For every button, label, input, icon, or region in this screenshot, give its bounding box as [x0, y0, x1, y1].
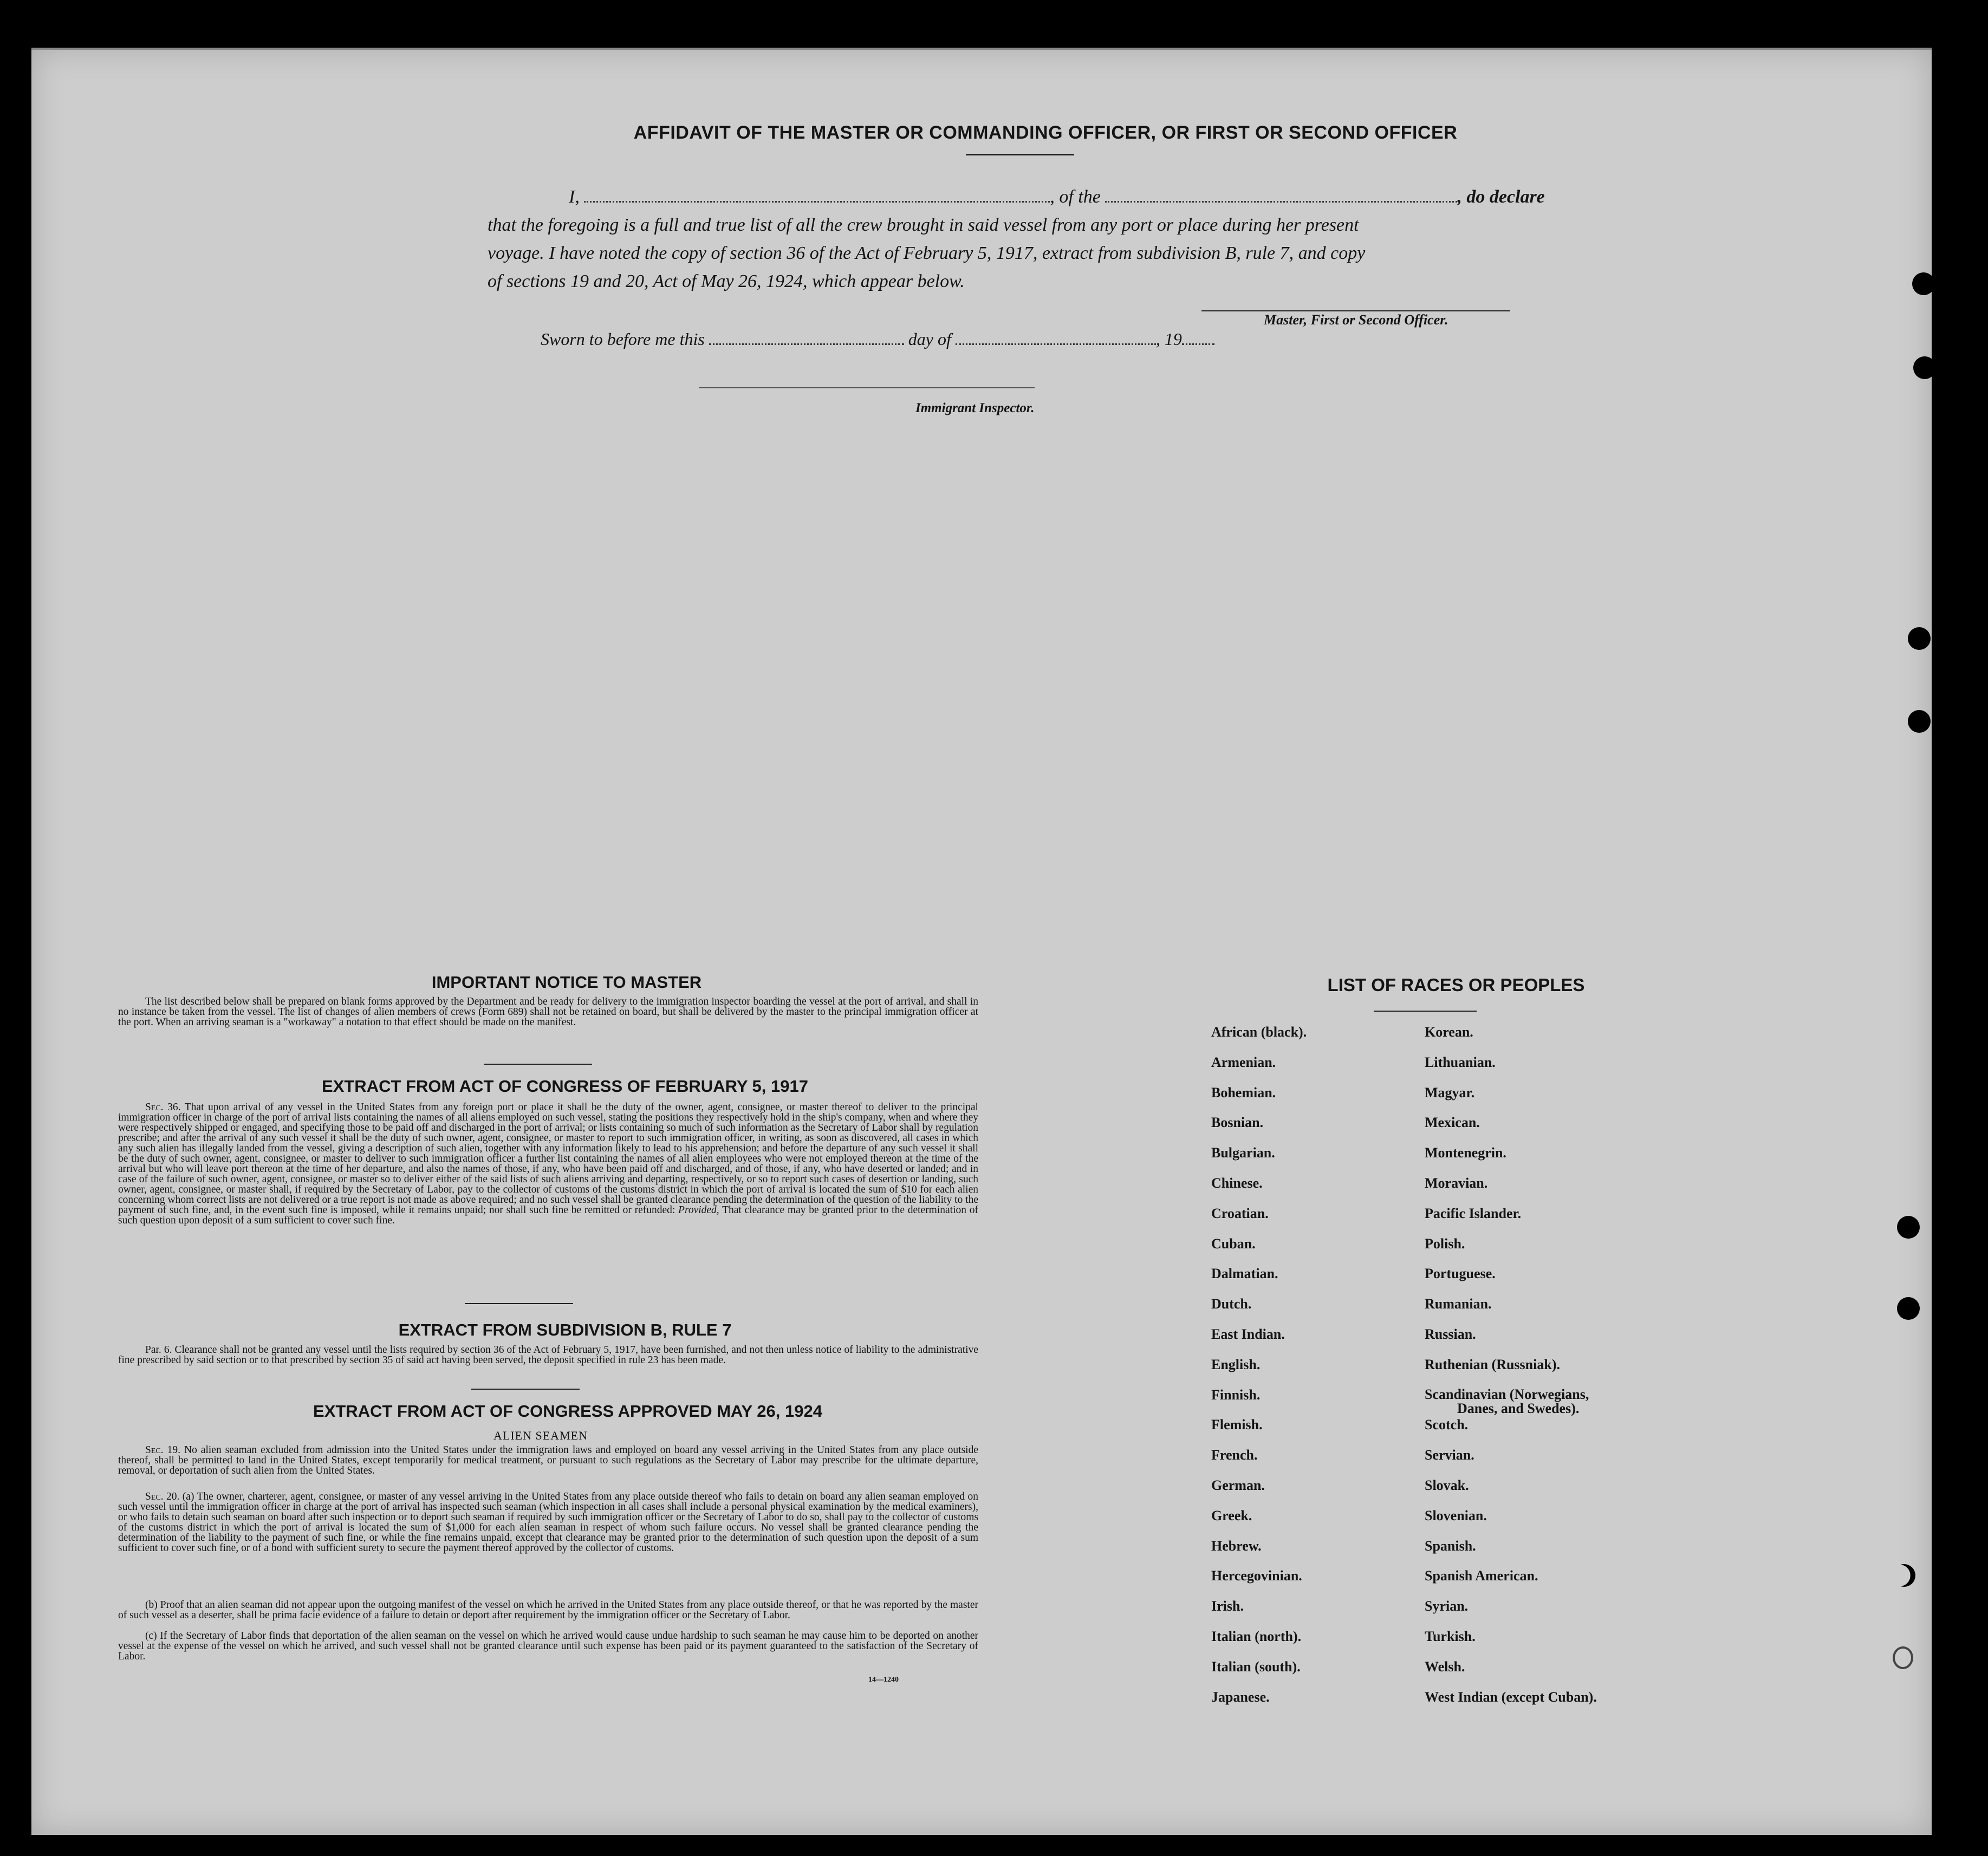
sec-19-label: Sec. 19. — [145, 1444, 180, 1456]
race-item: Mexican. — [1425, 1115, 1480, 1131]
race-item: Slovenian. — [1425, 1507, 1487, 1523]
sec-20b-paragraph: (b) Proof that an alien seaman did not appear upon the outgoing manifest of the vessel on which he arrived in the United States from any place outside thereof, or that he was reported by the master of such vessel as a deserter, shall be prima facie evidence of a failure to detain or deport after requirement by the immigration officer or the Secretary of Labor. — [118, 1599, 978, 1621]
race-item: Chinese. — [1211, 1175, 1263, 1191]
race-item: Flemish. — [1211, 1417, 1263, 1433]
inspector-caption: Immigrant Inspector. — [915, 401, 1035, 415]
race-item: Scotch. — [1425, 1417, 1469, 1433]
race-item: Servian. — [1425, 1447, 1474, 1463]
sec-19-text: No alien seaman excluded from admission into the United States under the immigration laws and employed on board any vessel arriving in the United States from any place outside thereof, shall be permitted to land in the United States, except temporarily for medical treatment, or pursuant to such regulations as the Secretary of Labor may prescribe for the ultimate departure, removal, or deportation of such alien from the United States. — [118, 1444, 979, 1476]
race-item: Polish. — [1425, 1235, 1465, 1252]
race-item: Italian (south). — [1211, 1658, 1301, 1675]
signature-caption: Master, First or Second Officer. — [1264, 312, 1448, 328]
race-item: Bosnian. — [1211, 1115, 1264, 1131]
signature-line[interactable] — [1201, 310, 1510, 311]
affidavit-line-3: voyage. I have noted the copy of section 36 of the Act of February 5, 1917, extract from subdivision B, rule 7, and copy — [488, 243, 1366, 263]
notice-title: IMPORTANT NOTICE TO MASTER — [431, 973, 702, 992]
sec-36-label: Sec. 36. — [145, 1102, 181, 1113]
extract-1917-divider — [465, 1303, 573, 1304]
race-item: Bulgarian. — [1211, 1145, 1275, 1161]
sworn-month-field[interactable] — [956, 329, 1156, 345]
races-left-column — [1211, 1025, 1307, 1720]
binder-hole — [1908, 627, 1931, 650]
sec-20c-paragraph: (c) If the Secretary of Labor finds that deportation of the alien seaman on the vessel on which he arrived would cause undue hardship to such seaman he may cause him to be deported on another vessel at the expense of the vessel on which he arrived, and such vessel shall not be granted clearance until such expense has been paid or its payment guaranteed to the satisfaction of the Secretary of Labor. — [118, 1630, 978, 1662]
subdivision-b-body: Par. 6. Clearance shall not be granted any vessel until the lists required by section 36 of the Act of February 5, 1917, have been furnished, and not then unless notice of liability to the administrative fine prescribed by said section or to that prescribed by section 35 of said act having been served, the deposit specified in rule 23 has been made. — [118, 1344, 978, 1366]
page-top-edge — [31, 48, 1932, 50]
sec-20a-text: (a) The owner, charterer, agent, consignee, or master of any vessel arriving in the United States from any place outside thereof who fails to detain on board any alien seaman employed on such vessel until the immigration officer in charge at the port of arrival has inspected such seaman (which inspection in all cases shall include a personal physical examination by the medical examiners), or who fails to detain such seaman on board after such inspection or to deport such seaman if required by such immigration officer or the Secretary of Labor to do so, shall pay to the collector of customs of the customs district in which the port of arrival is located the sum of $1,000 for each alien seaman in respect of whom such failure occurs. No vessel shall be granted clearance pending the determination of the liability to the payment of such fine, or while the fine remains unpaid, except that clearance may be granted prior to the determination of such question upon the deposit of a sum sufficient to cover such fine, or of a bond with sufficient surety to secure the payment thereof approved by the collector of customs. — [118, 1491, 978, 1554]
race-item: Spanish American. — [1425, 1568, 1538, 1584]
sworn-year-field[interactable] — [1182, 329, 1214, 345]
i-label: I, — [569, 187, 580, 207]
race-item: Croatian. — [1211, 1205, 1269, 1221]
race-item: Finnish. — [1211, 1386, 1261, 1403]
race-item: Montenegrin. — [1425, 1145, 1506, 1161]
race-item: Turkish. — [1425, 1628, 1476, 1644]
race-item: African (black). — [1211, 1024, 1307, 1040]
races-divider — [1374, 1011, 1477, 1012]
sworn-line — [541, 329, 1214, 349]
race-item: English. — [1211, 1356, 1261, 1372]
sec-20-label: Sec. 20. — [145, 1491, 180, 1502]
year-prefix: , 19 — [1155, 329, 1182, 349]
form-page — [31, 48, 1932, 1835]
affidavit-first-line — [488, 183, 1549, 211]
race-item: Korean. — [1425, 1024, 1473, 1040]
race-item: West Indian (except Cuban). — [1425, 1689, 1597, 1705]
race-item: Dalmatian. — [1211, 1266, 1278, 1282]
race-item: German. — [1211, 1477, 1265, 1493]
binder-hole — [1893, 1564, 1915, 1587]
sworn-day-field[interactable] — [709, 329, 904, 345]
form-number: 14—1240 — [868, 1676, 899, 1684]
binder-hole — [1913, 356, 1936, 379]
race-item: Welsh. — [1425, 1658, 1465, 1675]
race-item: Hebrew. — [1211, 1538, 1262, 1554]
race-item: Syrian. — [1425, 1598, 1469, 1614]
extract-1917-title: EXTRACT FROM ACT OF CONGRESS OF FEBRUARY 5, 1917 — [322, 1077, 808, 1096]
do-declare-label: , do declare — [1457, 187, 1545, 207]
race-item: Irish. — [1211, 1598, 1244, 1614]
extract-1917-body — [118, 1102, 978, 1226]
master-name-field[interactable] — [584, 185, 1050, 203]
sec-36-text: That upon arrival of any vessel in the United States from any foreign port or place it shall be the duty of the owner, agent, consignee, or master thereof to deliver to the principal immigration officer in charge of the port of arrival lists containing the names of all aliens employed on such vessel, stating the positions they respectively hold in the ship's company, when and where they were respectively shipped or engaged, and specifying those to be paid off and discharged in the port of arrival; or lists containing so much of such information as the Secretary of Labor shall by regulation prescribe; and after the arrival of any such vessel it shall be the duty of such owner, agent, consignee, or master to report to such immigration officer, in writing, as soon as discovered, all cases in which any such alien has illegally landed from the vessel, giving a description of such alien, together with any information likely to lead to his apprehension; and before the departure of any such vessel it shall be the duty of such owner, agent, consignee, or master to deliver to such immigration officer a further list containing the names of all alien employees who were not employed thereon at the time of the arrival but who will leave port thereon at the time of her departure, and also the names of those, if any, who have been paid off and discharged, and of those, if any, who have deserted or landed; and in case of the failure of such owner, agent, consignee, or master so to deliver either of the said lists of such aliens arriving and departing, respectively, or so to report such cases of desertion or landing, such owner, agent, consignee, or master shall, if required by the Secretary of Labor, pay to the collector of customs of the customs district in which the port of arrival is located the sum of $10 for each alien concerning whom correct lists are not delivered or a true report is not made as above required; and no such vessel shall be granted clearance pending the determination of the question of the liability to the payment of such fine, and, in the event such fine is imposed, while it remains unpaid; nor shall such fine be remitted or refunded: — [118, 1102, 978, 1216]
affidavit-line-2: that the foregoing is a full and true list of all the crew brought in said vessel from any port or place during her present — [488, 215, 1359, 235]
extract-1924-title: EXTRACT FROM ACT OF CONGRESS APPROVED MAY 26, 1924 — [313, 1402, 822, 1421]
race-item: Pacific Islander. — [1425, 1205, 1522, 1221]
race-item: Rumanian. — [1425, 1296, 1492, 1312]
race-item: Bohemian. — [1211, 1084, 1276, 1100]
affidavit-line-4: of sections 19 and 20, Act of May 26, 1924, which appear below. — [488, 271, 965, 291]
race-item-continuation: Danes, and Swedes). — [1457, 1400, 1580, 1416]
race-item: Magyar. — [1425, 1084, 1475, 1100]
sec-19-paragraph — [118, 1445, 978, 1476]
affidavit-title: AFFIDAVIT OF THE MASTER OR COMMANDING OFFICER, OR FIRST OR SECOND OFFICER — [633, 122, 1458, 143]
binder-hole — [1908, 710, 1931, 733]
race-item: Lithuanian. — [1425, 1054, 1496, 1070]
binder-hole — [1897, 1297, 1920, 1320]
race-item: Dutch. — [1211, 1296, 1252, 1312]
provided-text: That clearance may be granted prior to the determination of such question upon deposit of a sum sufficient to cover such fine. — [118, 1204, 978, 1226]
affidavit-body — [488, 183, 1549, 296]
race-item: French. — [1211, 1447, 1258, 1463]
race-item: Japanese. — [1211, 1689, 1270, 1705]
binder-hole — [1912, 272, 1935, 295]
race-item: Russian. — [1425, 1326, 1476, 1342]
day-of-label: day of — [908, 329, 951, 349]
race-item-scandinavian — [1425, 1388, 1597, 1418]
races-right-column — [1425, 1025, 1597, 1720]
provided-label: Provided, — [678, 1204, 719, 1216]
vessel-name-field[interactable] — [1105, 185, 1457, 203]
subdivision-b-divider — [471, 1389, 580, 1390]
race-item: Ruthenian (Russniak). — [1425, 1356, 1560, 1372]
race-item: Spanish. — [1425, 1538, 1476, 1554]
race-item: Moravian. — [1425, 1175, 1488, 1191]
race-item: Cuban. — [1211, 1235, 1256, 1252]
race-item: Greek. — [1211, 1507, 1252, 1523]
race-item: Scandinavian (Norwegians, — [1425, 1386, 1589, 1402]
race-item: Hercegovinian. — [1211, 1568, 1302, 1584]
race-item: Italian (north). — [1211, 1628, 1302, 1644]
title-divider — [966, 154, 1074, 155]
binder-hole — [1897, 1216, 1920, 1239]
race-item: East Indian. — [1211, 1326, 1285, 1342]
sworn-label: Sworn to before me this — [541, 329, 705, 349]
races-title: LIST OF RACES OR PEOPLES — [1327, 975, 1585, 995]
race-item: Armenian. — [1211, 1054, 1276, 1070]
alien-seamen-subtitle: ALIEN SEAMEN — [493, 1429, 588, 1442]
notice-divider — [484, 1064, 592, 1065]
notice-body: The list described below shall be prepared on blank forms approved by the Department and be ready for delivery to the immigration inspector boarding the vessel at the port of arrival, and shall in no instance be taken from the vessel. The list of changes of alien members of crews (Form 689) shall not be retained on board, but shall be delivered by the master to the principal immigration officer at the port. When an arriving seaman is a "workaway" a notation to that effect should be made on the manifest. — [118, 996, 978, 1028]
of-the-label: , of the — [1050, 187, 1101, 207]
race-item: Portuguese. — [1425, 1266, 1496, 1282]
subdivision-b-title: EXTRACT FROM SUBDIVISION B, RULE 7 — [398, 1320, 732, 1339]
binder-hole — [1893, 1646, 1913, 1669]
sec-20a-paragraph — [118, 1492, 978, 1553]
race-item: Slovak. — [1425, 1477, 1469, 1493]
inspector-signature-line[interactable] — [699, 387, 1035, 388]
